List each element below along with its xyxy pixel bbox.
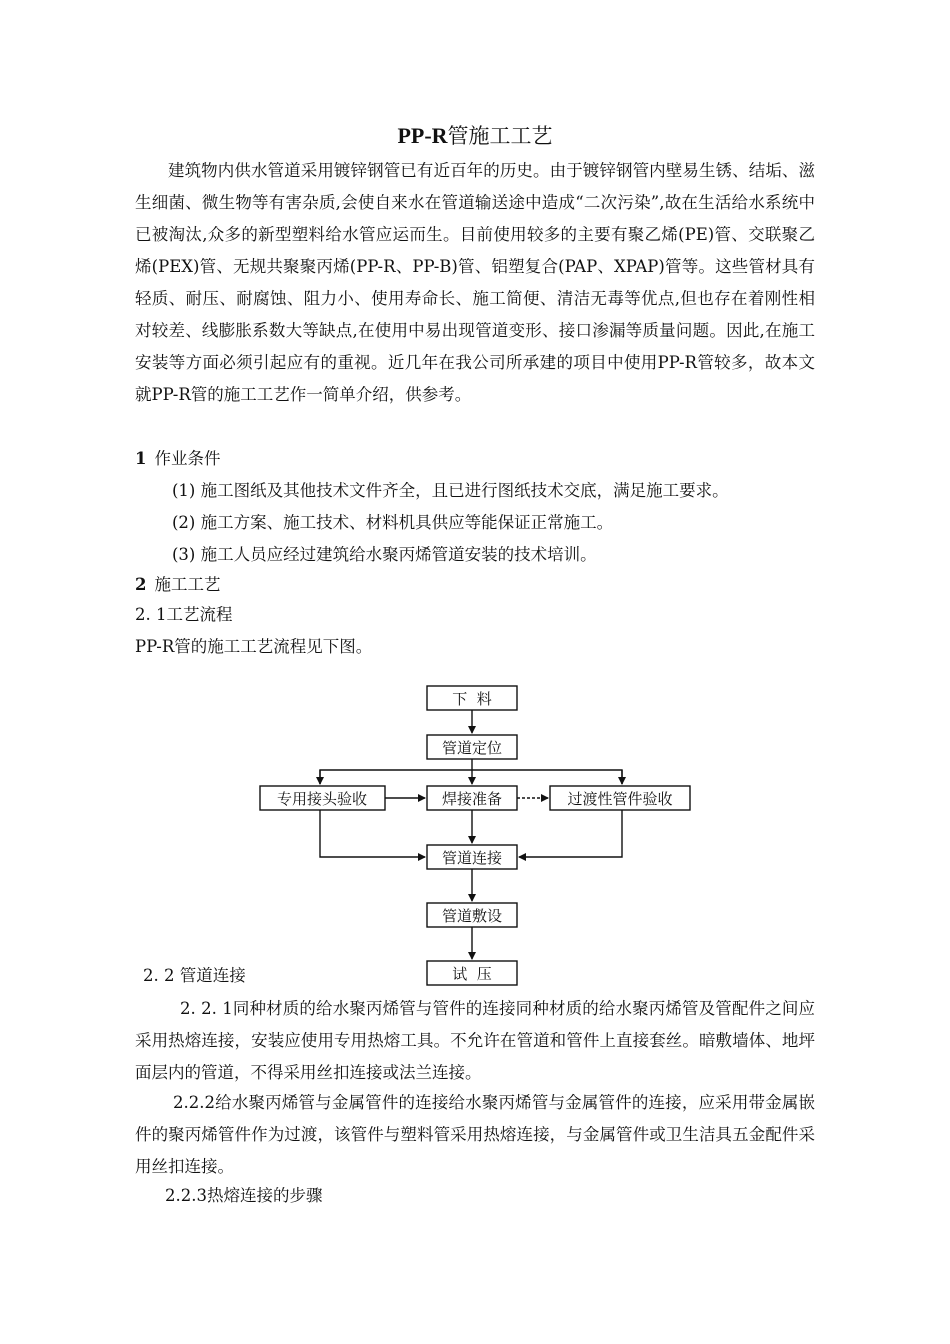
paragraph-2-2-1: 2. 2. 1同种材质的给水聚丙烯管与管件的连接同种材质的给水聚丙烯管及管配件之间应采用热熔连接，安装应使用专用热熔工具。不允许在管道和管件上直接套丝。暗敷墙体、地坪面层内的管道，不得采用丝扣连接或法兰连接。 bbox=[135, 999, 815, 1082]
flow-node-laying: 管道敷设 bbox=[441, 907, 503, 925]
section-1-number: 1 bbox=[135, 449, 147, 468]
condition-item: (1) 施工图纸及其他技术文件齐全，且已进行图纸技术交底，满足施工要求。 bbox=[172, 481, 729, 500]
paragraph-2-2-2: 2.2.2给水聚丙烯管与金属管件的连接给水聚丙烯管与金属管件的连接，应采用带金属嵌件的聚丙烯管件作为过渡，该管件与塑料管采用热熔连接，与金属管件或卫生洁具五金配件采用丝扣连接。 bbox=[135, 1093, 815, 1176]
title-rest: 管施工工艺 bbox=[447, 124, 553, 148]
condition-item: (3) 施工人员应经过建筑给水聚丙烯管道安装的技术培训。 bbox=[172, 545, 597, 564]
condition-item: (2) 施工方案、施工技术、材料机具供应等能保证正常施工。 bbox=[172, 513, 614, 532]
flow-node-fitting-inspection: 过渡性管件验收 bbox=[567, 790, 673, 808]
flow-node-pressure-test: 试 压 bbox=[452, 965, 492, 983]
intro-paragraph: 建筑物内供水管道采用镀锌钢管已有近百年的历史。由于镀锌钢管内壁易生锈、结垢、滋生细菌、微生物等有害杂质,会使自来水在管道输送途中造成“二次污染”,故在生活给水系统中已被淘汰,众多的新型塑料给水管应运而生。目前使用较多的主要有聚乙烯(PE)管、交联聚乙烯(PEX)管、无规共聚聚丙烯(PP-R、PP-B)管、铝塑复合(PAP、XPAP)管等。这些管材具有轻质、耐压、耐腐蚀、阻力小、使用寿命长、施工简便、清洁无毒等优点,但也存在着刚性相对较差、线膨胀系数大等缺点,在使用中易出现管道变形、接口渗漏等质量问题。因此,在施工安装等方面必须引起应有的重视。近几年在我公司所承建的项目中使用PP-R管较多，故本文就PP-R管的施工工艺作一简单介绍，供参考。 bbox=[135, 161, 815, 404]
flow-node-connection: 管道连接 bbox=[441, 849, 503, 867]
section-2-title: 施工工艺 bbox=[154, 575, 221, 594]
section-2-2-3-heading: 2.2.3热熔连接的步骤 bbox=[165, 1186, 323, 1205]
section-2-number: 2 bbox=[135, 575, 147, 594]
section-2-1-heading: 2. 1工艺流程 bbox=[135, 605, 233, 624]
flow-node-positioning: 管道定位 bbox=[441, 739, 503, 757]
title-bold: PP-R bbox=[397, 123, 448, 148]
flow-node-cutting: 下 料 bbox=[452, 690, 492, 708]
flow-node-joint-inspection: 专用接头验收 bbox=[276, 790, 368, 808]
section-2-2-heading: 2. 2 管道连接 bbox=[143, 966, 246, 985]
section-1-title: 作业条件 bbox=[154, 449, 221, 468]
flow-intro-text: PP-R管的施工工艺流程见下图。 bbox=[135, 637, 373, 656]
flow-node-weld-prep: 焊接准备 bbox=[441, 790, 503, 808]
